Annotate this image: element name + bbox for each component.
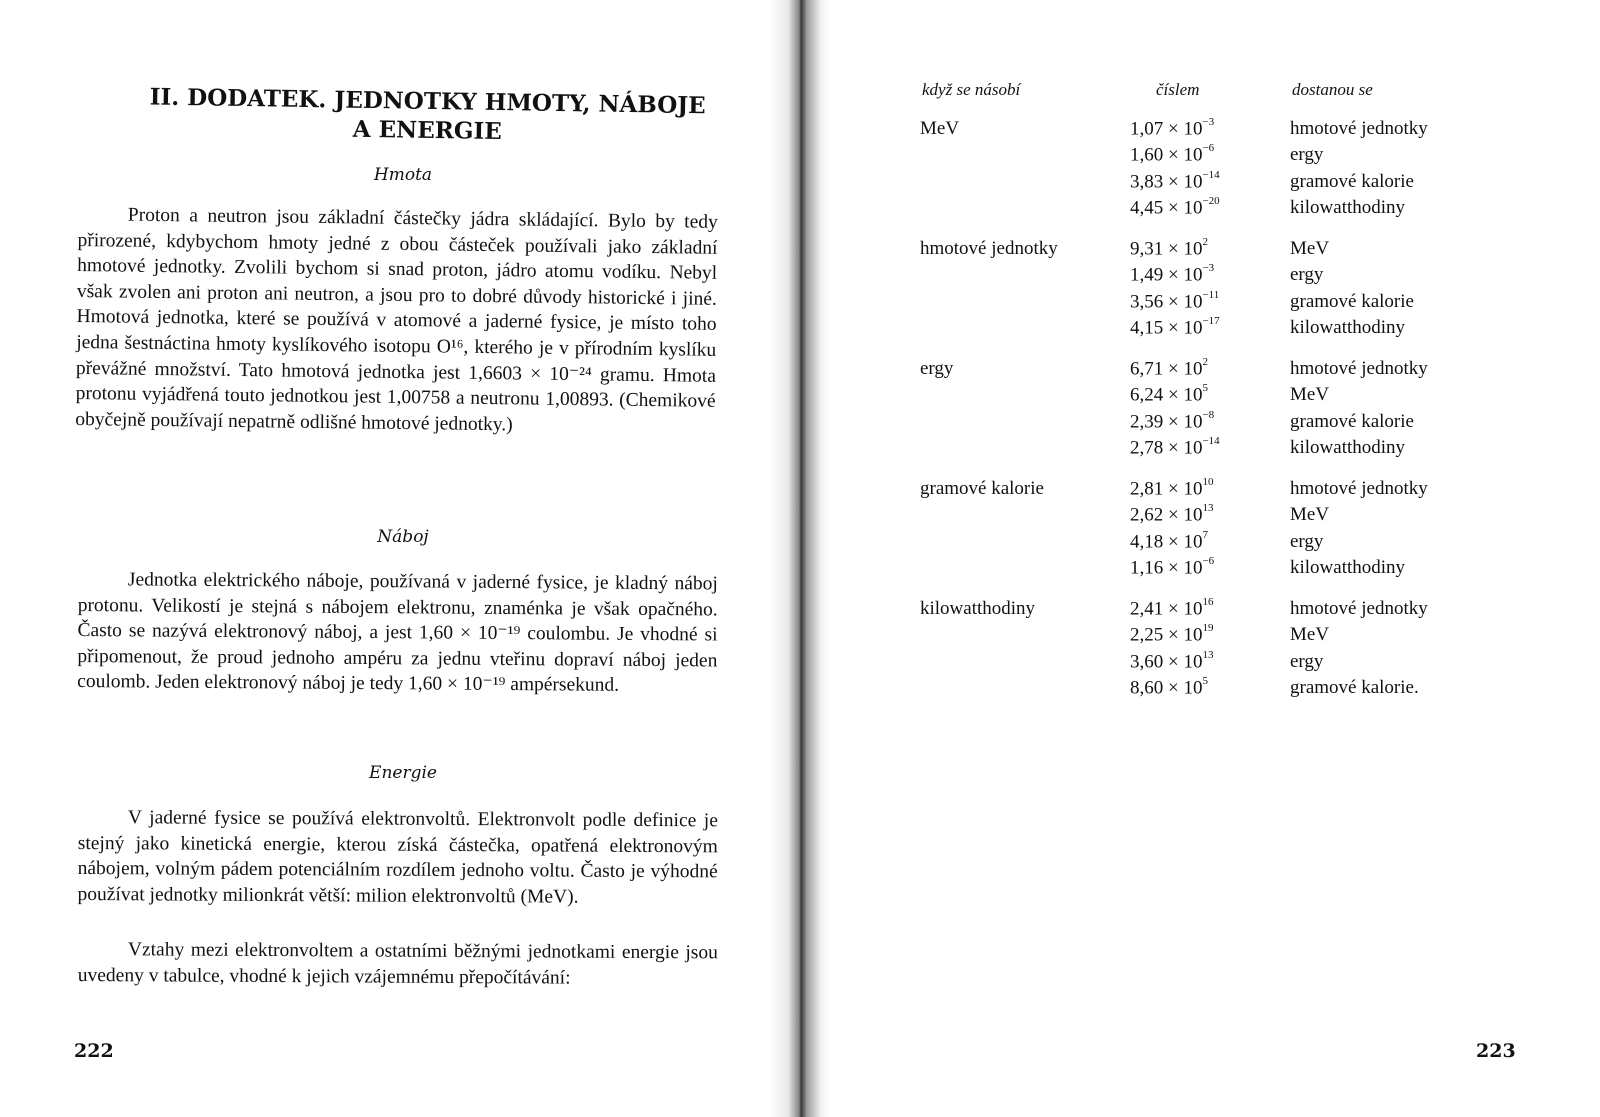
target-unit-label: gramové kalorie (1290, 170, 1414, 192)
conversion-factor (1130, 288, 1220, 313)
factor-mantissa: 4,45 × 10 (1130, 197, 1203, 219)
factor-exponent: −11 (1202, 288, 1220, 301)
target-unit-label: MeV (1290, 624, 1330, 646)
table-row (920, 478, 1520, 504)
table-row (920, 194, 1520, 223)
table-header-number: číslem (1156, 80, 1200, 99)
factor-exponent: −3 (1202, 116, 1215, 128)
conversion-factor (1130, 624, 1213, 646)
conversion-factor (1130, 434, 1220, 459)
target-unit-label: MeV (1290, 384, 1330, 406)
factor-mantissa: 1,16 × 10 (1130, 557, 1203, 579)
table-row (920, 674, 1520, 703)
conversion-factor (1130, 528, 1208, 553)
factor-mantissa: 2,62 × 10 (1130, 504, 1203, 526)
table-row (920, 144, 1520, 170)
factor-exponent: 5 (1202, 674, 1208, 687)
conversion-factor (1130, 194, 1220, 219)
table-header-multiply: když se násobí (922, 80, 1021, 99)
target-unit-label: gramové kalorie (1290, 410, 1414, 432)
factor-mantissa: 6,71 × 10 (1130, 358, 1203, 380)
book-spine-gutter (770, 0, 830, 1117)
page-number-right: 223 (1476, 1040, 1516, 1062)
factor-exponent: −14 (1202, 168, 1220, 181)
table-row (920, 314, 1520, 343)
table-header-result: dostanou se (1292, 80, 1373, 99)
section-heading-energie: Energie (369, 763, 437, 783)
factor-mantissa: 8,60 × 10 (1130, 677, 1203, 699)
factor-exponent: −6 (1202, 554, 1215, 567)
factor-exponent: −20 (1202, 194, 1220, 207)
source-unit-label: gramové kalorie (920, 478, 1044, 499)
factor-mantissa: 4,18 × 10 (1130, 530, 1203, 552)
table-row (920, 598, 1520, 624)
conversion-factor (1130, 144, 1214, 166)
source-unit-label: ergy (920, 358, 954, 379)
table-row (920, 624, 1520, 650)
conversion-factor (1130, 358, 1208, 380)
factor-exponent: −8 (1202, 408, 1215, 421)
factor-mantissa: 4,15 × 10 (1130, 317, 1203, 339)
table-row (920, 554, 1520, 583)
factor-mantissa: 1,07 × 10 (1130, 118, 1203, 140)
factor-exponent: 2 (1202, 356, 1208, 368)
source-unit-label: MeV (920, 118, 960, 139)
factor-exponent: 19 (1202, 622, 1214, 635)
factor-mantissa: 2,25 × 10 (1130, 624, 1203, 646)
target-unit-label: kilowatthodiny (1290, 556, 1406, 578)
paragraph-naboj: Jednotka elektrického náboje, používaná v jaderné fysice, je kladný náboj protonu. Velikostí je stejná s nábojem elektronu, znaménka je však opačného. Často se nazývá elektronový náboj, a jest 1,60 × 10⁻¹⁹ coulombu. Je vhodné si připomenout, že proud jednoho ampéru za jednu vteřinu dopraví náboj jeden coulomb. Jeden elektronový náboj je tedy 1,60 × 10⁻¹⁹ ampérsekund. (77, 569, 718, 697)
factor-exponent: 13 (1202, 502, 1214, 515)
table-row (920, 648, 1520, 677)
factor-mantissa: 9,31 × 10 (1130, 238, 1203, 260)
section-heading-hmota: Hmota (373, 165, 433, 185)
target-unit-label: kilowatthodiny (1290, 316, 1406, 338)
factor-exponent: −3 (1202, 262, 1215, 275)
target-unit-label: MeV (1290, 504, 1330, 526)
conversion-factor (1130, 384, 1208, 406)
target-unit-label: gramové kalorie. (1290, 676, 1419, 698)
target-unit-label: hmotové jednotky (1290, 358, 1428, 379)
factor-mantissa: 2,39 × 10 (1130, 410, 1203, 432)
conversion-factor (1130, 408, 1215, 433)
conversion-factor (1130, 238, 1208, 260)
factor-mantissa: 2,81 × 10 (1130, 478, 1203, 500)
factor-exponent: 16 (1202, 596, 1214, 608)
target-unit-label: ergy (1290, 650, 1324, 672)
table-row (920, 528, 1520, 557)
conversion-factor (1130, 264, 1214, 286)
table-row (920, 118, 1520, 144)
conversion-factor (1130, 168, 1220, 193)
source-unit-label: hmotové jednotky (920, 238, 1058, 259)
factor-mantissa: 3,60 × 10 (1130, 650, 1203, 672)
factor-mantissa: 2,78 × 10 (1130, 437, 1203, 459)
target-unit-label: hmotové jednotky (1290, 118, 1428, 139)
factor-exponent: 2 (1202, 236, 1208, 248)
conversion-factor (1130, 478, 1213, 500)
table-row (920, 238, 1520, 264)
table-row (920, 384, 1520, 410)
target-unit-label: hmotové jednotky (1290, 598, 1428, 619)
table-row (920, 168, 1520, 197)
appendix-title (117, 82, 738, 150)
factor-mantissa: 1,49 × 10 (1130, 264, 1203, 286)
target-unit-label: hmotové jednotky (1290, 478, 1428, 499)
factor-exponent: −17 (1202, 314, 1220, 327)
factor-exponent: 13 (1202, 648, 1214, 661)
factor-mantissa: 1,60 × 10 (1130, 144, 1203, 166)
target-unit-label: kilowatthodiny (1290, 196, 1406, 218)
factor-exponent: 5 (1202, 382, 1208, 395)
paragraph-hmota: Proton a neutron jsou základní částečky jádra skládající. Bylo by tedy přirozené, kdybychom hmoty jedné z obou částeček používali jako základní hmotové jednotky. Zvolili bychom si snad proton, jádro atomu vodíku. Nebyl však zvolen ani proton ani neutron, a jsou pro to dobré důvody historické i jiné. Hmotová jednotka, které se používá v atomové a jaderné fysice, je místo toho jedna šestnáctina hmoty kyslíkového isotopu O¹⁶, kterého je v přírodním kyslíku převážné množství. Tato hmotová jednotka jest 1,6603 × 10⁻²⁴ gramu. Hmota protonu vyjádřená touto jednotkou jest 1,00758 a neutronu 1,00893. (Chemikové obyčejně používají nepatrně odlišné hmotové jednotky.) (75, 204, 718, 436)
factor-exponent: 10 (1202, 476, 1214, 488)
factor-mantissa: 3,83 × 10 (1130, 170, 1203, 192)
target-unit-label: kilowatthodiny (1290, 436, 1406, 458)
conversion-factor (1130, 674, 1208, 699)
table-row (920, 504, 1520, 530)
factor-mantissa: 3,56 × 10 (1130, 290, 1203, 312)
factor-mantissa: 6,24 × 10 (1130, 384, 1203, 406)
table-row (920, 358, 1520, 384)
target-unit-label: MeV (1290, 238, 1330, 259)
page-number-left: 222 (74, 1040, 114, 1062)
conversion-factor (1130, 118, 1214, 140)
paragraph-energie-1: V jaderné fysice se používá elektronvoltů. Elektronvolt podle definice je stejný jako kinetická energie, kterou získá částečka, opatřená elektronovým nábojem, volným pádem potenciálním rozdílem jednoho voltu. Často je výhodné používat jednotky milionkrát větší: milion elektronvoltů (MeV). (77, 807, 718, 908)
paragraph-energie-2: Vztahy mezi elektronvoltem a ostatními běžnými jednotkami energie jsou uvedeny v tabulce, vhodné k jejich vzájemnému přepočítávání: (77, 939, 718, 989)
target-unit-label: ergy (1290, 530, 1324, 552)
table-row (920, 288, 1520, 317)
table-row (920, 264, 1520, 290)
conversion-factor (1130, 314, 1220, 339)
factor-exponent: −14 (1202, 434, 1220, 447)
factor-exponent: 7 (1202, 528, 1208, 541)
source-unit-label: kilowatthodiny (920, 598, 1036, 619)
target-unit-label: gramové kalorie (1290, 290, 1414, 312)
factor-mantissa: 2,41 × 10 (1130, 598, 1203, 620)
conversion-factor (1130, 598, 1213, 620)
left-page (74, 0, 728, 1117)
target-unit-label: ergy (1290, 264, 1324, 286)
target-unit-label: ergy (1290, 144, 1324, 166)
title-line-2: A ENERGIE (352, 115, 502, 146)
table-row (920, 408, 1520, 437)
title-line-1: II. DODATEK. JEDNOTKY HMOTY, NÁBOJE (149, 83, 706, 120)
table-row (920, 434, 1520, 463)
right-page (920, 0, 1520, 1117)
conversion-factor (1130, 554, 1215, 579)
section-heading-naboj: Náboj (377, 527, 429, 547)
conversion-factor (1130, 504, 1213, 526)
conversion-factor (1130, 648, 1214, 673)
factor-exponent: −6 (1202, 142, 1215, 155)
